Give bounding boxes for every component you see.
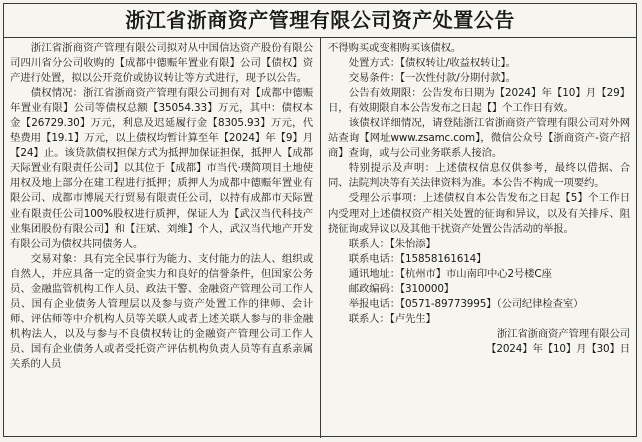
validity-period: 公告有效期限：公告发布日期为【2024】年【10】月【29】日，有效期限自本公告发布之日起【】个工作日有效。 xyxy=(328,87,630,115)
right-column xyxy=(328,41,630,357)
continuation-text: 不得购买或变相购买该债权。 xyxy=(328,42,462,54)
notice-body xyxy=(4,38,636,438)
detail-inquiry: 该债权详细情况，请登陆浙江省浙商资产管理有限公司对外网站查询【网址www.zsamc.com】，微信公众号【浙商资产-资产招商】查询，或与公司业务联系人接洽。 xyxy=(328,117,630,160)
signature: 浙江省浙商资产管理有限公司 xyxy=(496,327,630,340)
contact-person-2: 联系人：【卢先生】 xyxy=(348,312,436,325)
left-column xyxy=(10,41,313,372)
notice-panel xyxy=(3,3,637,437)
notice-title: 浙江省浙商资产管理有限公司资产处置公告 xyxy=(4,4,636,38)
intro-paragraph: 浙江省浙商资产管理有限公司拟对从中国信达资产股份有限公司四川省分公司收购的【成都中德赈年置业有限】公司【债权】资产进行处置，拟以公开竞价或协议转让等方式进行，现予以公告。 xyxy=(10,42,313,85)
disposal-method: 处置方式：【债权转让/收益权转让】。 xyxy=(348,57,516,70)
contact-person: 联系人：【朱怡添】 xyxy=(348,237,436,250)
debt-info-paragraph: 债权情况：浙江省浙商资产管理有限公司拥有对【成都中德赈年置业有限】公司等债权总额【35054.33】万元，其中：债权本金【26729.30】万元，利息及迟延履行金【8305.93】万元，代垫费用【19.1】万元，以上债权均暂计算至年【2024】年【9】月【24】止。该贷款债权担保方式为抵押加保证担保，抵押人【成都天际置业有限责任公司】以其位于【成都】市当代·璞简项目土地使用权及地上部分在建工程进行抵押；质押人为成都中德赈年置业有限公司、成都市博展天行贸易有限责任公司，以持有成都市天际置业有限责任公司100%股权进行质押，保证人为【武汉当代科技产业集团股份有限公司】和【汪斌、刘维】个人，武汉当代地产开发有限公司为债权共同债务人。 xyxy=(10,87,313,250)
trade-conditions: 交易条件：【一次性付款/分期付款】。 xyxy=(348,72,516,85)
mailing-address: 通讯地址：【杭州市】市山南印中心2号楼C座 xyxy=(348,267,552,280)
column-divider xyxy=(320,38,321,438)
contact-phone: 联系电话：【15858161614】 xyxy=(348,252,487,265)
postal-code: 邮政编码：【310000】 xyxy=(348,282,455,295)
trade-party-paragraph: 交易对象：具有完全民事行为能力、支付能力的法人、组织或自然人，并应具备一定的资金实力和良好的信誉条件，但国家公务员、金融监管机构工作人员、政法干警、金融资产管理公司工作人员、国有企业债务人管理层以及参与资产处置工作的律师、会计师、评估师等中介机构人员等关联人或者上述关联人参与的非金融机构法人，以及与参与不良债权转让的金融资产管理公司工作人员、国有企业债务人或者受托资产评估机构负责人员等有直系亲属关系的人员 xyxy=(10,252,313,370)
report-phone: 举报电话：【0571-89773995】（公司纪律检查室） xyxy=(348,297,584,310)
special-notice: 特别提示及声明：上述债权信息仅供参考，最终以借据、合同、法院判决等有关法律资料为准。本公告不构成一项要约。 xyxy=(328,162,630,190)
publicity-matters: 受理公示事项：上述债权自本公告发布之日起【5】个工作日内受理对上述债权资产相关处置的征询和异议，以及有关排斥、阻挠征询或异议以及其他干扰资产处置公告活动的举报。 xyxy=(328,192,630,235)
publish-date: 【2024】年【10】月【30】日 xyxy=(486,342,630,355)
